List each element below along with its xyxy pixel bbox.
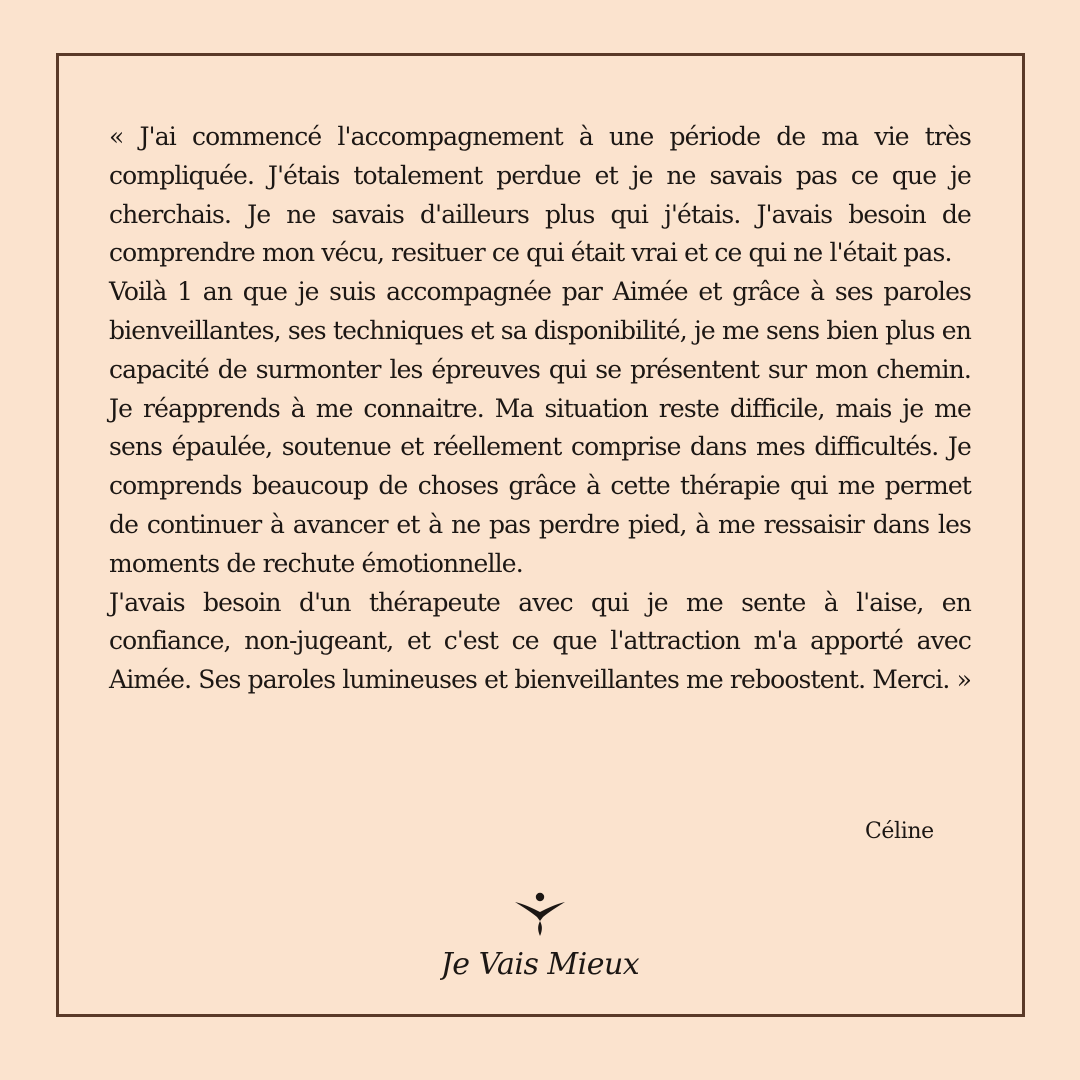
brand-logo bbox=[440, 888, 640, 998]
person-figure-icon bbox=[512, 888, 568, 940]
testimonial-author: Céline bbox=[865, 819, 934, 844]
testimonial-paragraph-1: « J'ai commencé l'accompagnement à une période de ma vie très compliquée. J'étais totalement perdue et je ne savais pas ce que je cherchais. Je ne savais d'ailleurs plus qui j'étais. J'avais besoin de comprendre mon vécu, resituer ce qui était vrai et ce qui ne l'était pas. bbox=[109, 122, 971, 268]
testimonial-paragraph-2: Voilà 1 an que je suis accompagnée par Aimée et grâce à ses paroles bienveillantes, ses techniques et sa disponibilité, je me sens bien plus en capacité de surmonter les épreuves qui se présentent sur mon chemin. Je réapprends à me connaitre. Ma situation reste difficile, mais je me sens épaulée, soutenue et réellement comprise dans mes difficultés. Je comprends beaucoup de choses grâce à cette thérapie qui me permet de continuer à avancer et à ne pas perdre pied, à me ressaisir dans les moments de rechute émotionnelle. bbox=[109, 277, 971, 578]
testimonial-text bbox=[109, 118, 971, 700]
brand-logo-wordmark bbox=[440, 934, 640, 994]
testimonial-paragraph-3: J'avais besoin d'un thérapeute avec qui je me sente à l'aise, en confiance, non-jugeant, et c'est ce que l'attraction m'a apporté avec Aimée. Ses paroles lumineuses et bienveillantes me reboostent. Merci. » bbox=[109, 587, 972, 695]
brand-logo-text: Je Vais Mieux bbox=[440, 947, 640, 982]
